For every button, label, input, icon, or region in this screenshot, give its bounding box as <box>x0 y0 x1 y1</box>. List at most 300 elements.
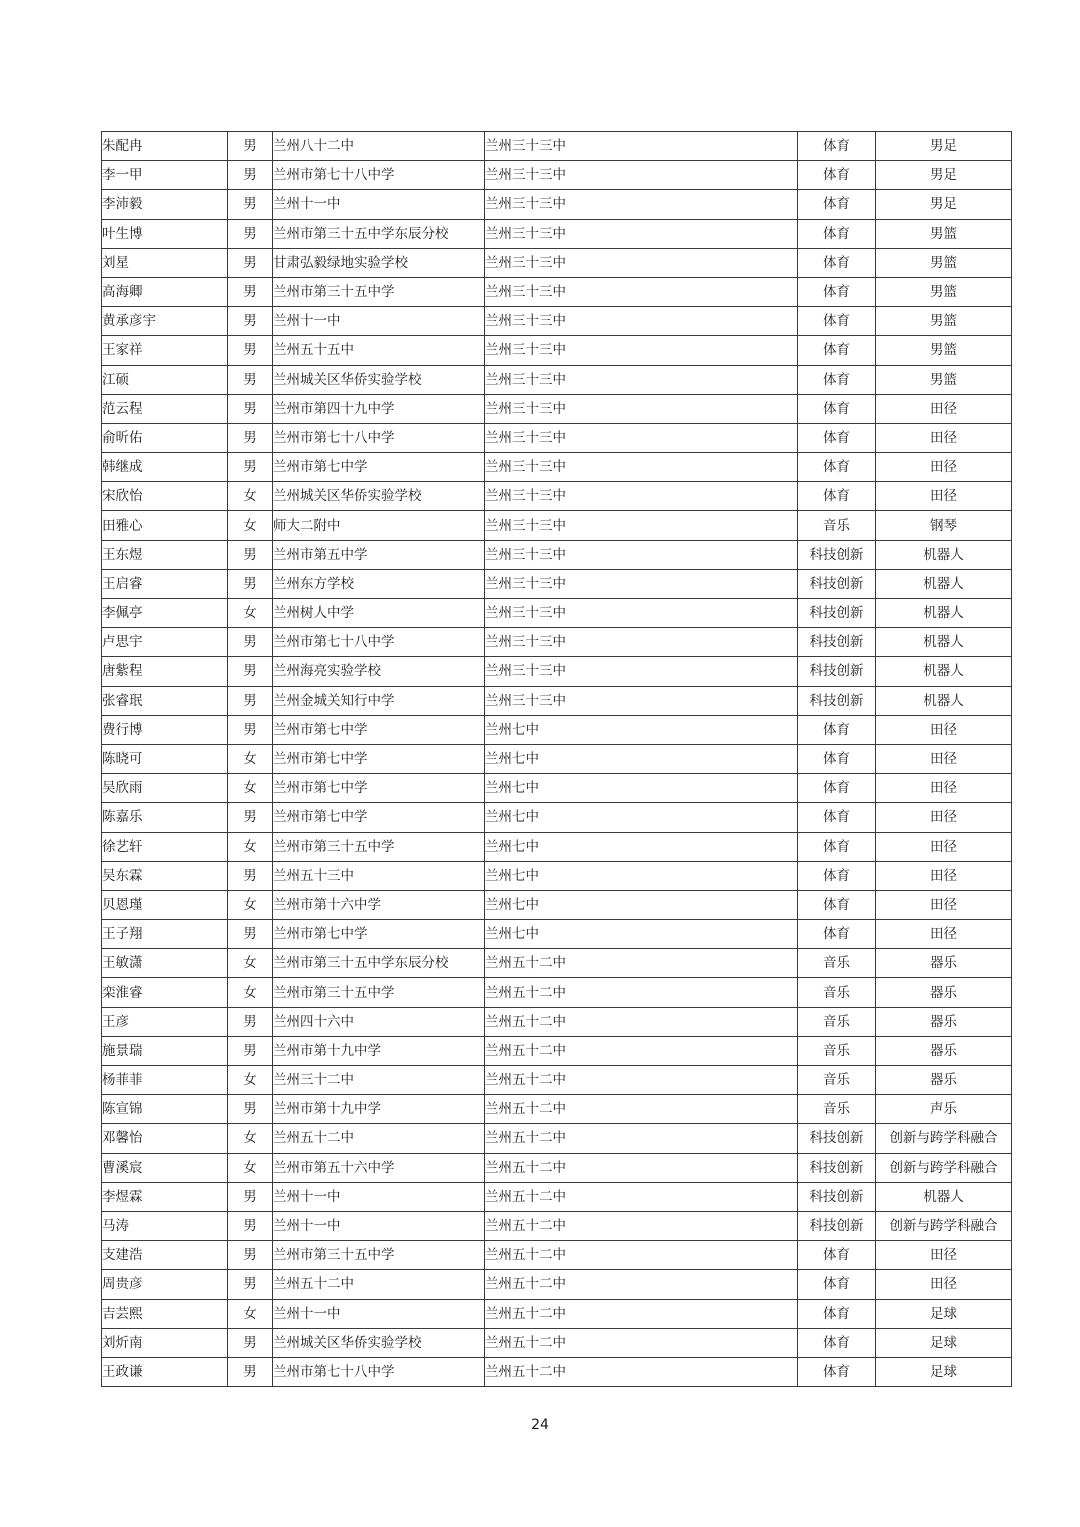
category-cell: 科技创新 <box>798 628 876 657</box>
target-school-cell: 兰州三十三中 <box>485 248 798 277</box>
table-row <box>102 1036 1012 1065</box>
table-row <box>102 686 1012 715</box>
origin-school-cell: 兰州市第十九中学 <box>273 1036 485 1065</box>
origin-school-cell: 兰州四十六中 <box>273 1007 485 1036</box>
category-cell: 体育 <box>798 861 876 890</box>
gender-cell: 女 <box>228 511 273 540</box>
table-row <box>102 161 1012 190</box>
specialty-cell: 机器人 <box>876 540 1012 569</box>
student-name-cell: 高海卿 <box>102 277 228 306</box>
origin-school-cell: 兰州十一中 <box>273 1299 485 1328</box>
target-school-cell: 兰州三十三中 <box>485 336 798 365</box>
specialty-cell: 田径 <box>876 890 1012 919</box>
specialty-cell: 足球 <box>876 1357 1012 1386</box>
gender-cell: 男 <box>228 920 273 949</box>
category-cell: 音乐 <box>798 511 876 540</box>
gender-cell: 男 <box>228 423 273 452</box>
origin-school-cell: 兰州市第七中学 <box>273 920 485 949</box>
table-row <box>102 511 1012 540</box>
specialty-cell: 田径 <box>876 744 1012 773</box>
gender-cell: 男 <box>228 569 273 598</box>
target-school-cell: 兰州三十三中 <box>485 423 798 452</box>
student-name-cell: 杨菲菲 <box>102 1066 228 1095</box>
student-name-cell: 朱配冉 <box>102 132 228 161</box>
table-row <box>102 1153 1012 1182</box>
target-school-cell: 兰州七中 <box>485 803 798 832</box>
category-cell: 体育 <box>798 277 876 306</box>
table-row <box>102 1241 1012 1270</box>
gender-cell: 男 <box>228 715 273 744</box>
origin-school-cell: 兰州市第七中学 <box>273 453 485 482</box>
gender-cell: 男 <box>228 219 273 248</box>
origin-school-cell: 兰州市第三十五中学东辰分校 <box>273 219 485 248</box>
origin-school-cell: 兰州八十二中 <box>273 132 485 161</box>
specialty-cell: 男足 <box>876 190 1012 219</box>
gender-cell: 女 <box>228 1153 273 1182</box>
specialty-cell: 机器人 <box>876 569 1012 598</box>
specialty-cell: 足球 <box>876 1299 1012 1328</box>
specialty-cell: 创新与跨学科融合 <box>876 1153 1012 1182</box>
specialty-cell: 器乐 <box>876 1066 1012 1095</box>
category-cell: 体育 <box>798 832 876 861</box>
target-school-cell: 兰州三十三中 <box>485 132 798 161</box>
origin-school-cell: 兰州五十二中 <box>273 1124 485 1153</box>
origin-school-cell: 兰州市第七十八中学 <box>273 423 485 452</box>
gender-cell: 女 <box>228 890 273 919</box>
specialty-cell: 男篮 <box>876 336 1012 365</box>
gender-cell: 男 <box>228 1007 273 1036</box>
table-row <box>102 628 1012 657</box>
student-name-cell: 李煜霖 <box>102 1182 228 1211</box>
table-row <box>102 1066 1012 1095</box>
gender-cell: 女 <box>228 774 273 803</box>
target-school-cell: 兰州七中 <box>485 890 798 919</box>
target-school-cell: 兰州三十三中 <box>485 686 798 715</box>
origin-school-cell: 兰州市第七中学 <box>273 803 485 832</box>
category-cell: 体育 <box>798 803 876 832</box>
table-row <box>102 190 1012 219</box>
table-row <box>102 949 1012 978</box>
gender-cell: 男 <box>228 307 273 336</box>
target-school-cell: 兰州三十三中 <box>485 453 798 482</box>
gender-cell: 男 <box>228 365 273 394</box>
student-name-cell: 徐艺轩 <box>102 832 228 861</box>
origin-school-cell: 兰州市第三十五中学 <box>273 978 485 1007</box>
gender-cell: 男 <box>228 1036 273 1065</box>
student-name-cell: 周贵彦 <box>102 1270 228 1299</box>
gender-cell: 男 <box>228 686 273 715</box>
origin-school-cell: 兰州市第十六中学 <box>273 890 485 919</box>
gender-cell: 男 <box>228 1211 273 1240</box>
table-row <box>102 482 1012 511</box>
student-name-cell: 宋欣怡 <box>102 482 228 511</box>
target-school-cell: 兰州五十二中 <box>485 978 798 1007</box>
table-row <box>102 1299 1012 1328</box>
table-row <box>102 219 1012 248</box>
origin-school-cell: 兰州市第七中学 <box>273 774 485 803</box>
table-row <box>102 715 1012 744</box>
gender-cell: 男 <box>228 453 273 482</box>
student-name-cell: 吴东霖 <box>102 861 228 890</box>
student-name-cell: 王子翔 <box>102 920 228 949</box>
table-row <box>102 365 1012 394</box>
student-name-cell: 俞昕佑 <box>102 423 228 452</box>
student-name-cell: 李沛毅 <box>102 190 228 219</box>
origin-school-cell: 兰州十一中 <box>273 1211 485 1240</box>
table-row <box>102 774 1012 803</box>
gender-cell: 男 <box>228 1095 273 1124</box>
origin-school-cell: 兰州市第七中学 <box>273 715 485 744</box>
gender-cell: 男 <box>228 803 273 832</box>
specialty-cell: 田径 <box>876 803 1012 832</box>
category-cell: 体育 <box>798 248 876 277</box>
gender-cell: 男 <box>228 1241 273 1270</box>
gender-cell: 女 <box>228 1299 273 1328</box>
origin-school-cell: 兰州十一中 <box>273 307 485 336</box>
specialty-cell: 男足 <box>876 161 1012 190</box>
student-name-cell: 马涛 <box>102 1211 228 1240</box>
target-school-cell: 兰州五十二中 <box>485 1095 798 1124</box>
origin-school-cell: 兰州市第七十八中学 <box>273 628 485 657</box>
gender-cell: 女 <box>228 949 273 978</box>
category-cell: 体育 <box>798 715 876 744</box>
table-row <box>102 453 1012 482</box>
table-row <box>102 744 1012 773</box>
origin-school-cell: 兰州城关区华侨实验学校 <box>273 365 485 394</box>
category-cell: 音乐 <box>798 978 876 1007</box>
student-name-cell: 陈晓可 <box>102 744 228 773</box>
specialty-cell: 男篮 <box>876 277 1012 306</box>
student-name-cell: 曹溪宸 <box>102 1153 228 1182</box>
origin-school-cell: 兰州三十二中 <box>273 1066 485 1095</box>
origin-school-cell: 师大二附中 <box>273 511 485 540</box>
category-cell: 体育 <box>798 890 876 919</box>
category-cell: 体育 <box>798 336 876 365</box>
origin-school-cell: 兰州东方学校 <box>273 569 485 598</box>
category-cell: 科技创新 <box>798 540 876 569</box>
student-name-cell: 贝恩瑾 <box>102 890 228 919</box>
origin-school-cell: 兰州市第三十五中学 <box>273 277 485 306</box>
origin-school-cell: 兰州树人中学 <box>273 599 485 628</box>
student-name-cell: 田雅心 <box>102 511 228 540</box>
specialty-cell: 田径 <box>876 1241 1012 1270</box>
table-row <box>102 1095 1012 1124</box>
target-school-cell: 兰州五十二中 <box>485 1357 798 1386</box>
target-school-cell: 兰州五十二中 <box>485 1241 798 1270</box>
student-name-cell: 王家祥 <box>102 336 228 365</box>
gender-cell: 男 <box>228 132 273 161</box>
specialty-cell: 男足 <box>876 132 1012 161</box>
category-cell: 科技创新 <box>798 569 876 598</box>
specialty-cell: 器乐 <box>876 1036 1012 1065</box>
origin-school-cell: 兰州海亮实验学校 <box>273 657 485 686</box>
origin-school-cell: 兰州十一中 <box>273 1182 485 1211</box>
table-row <box>102 1357 1012 1386</box>
gender-cell: 男 <box>228 540 273 569</box>
target-school-cell: 兰州七中 <box>485 774 798 803</box>
origin-school-cell: 兰州十一中 <box>273 190 485 219</box>
origin-school-cell: 兰州市第四十九中学 <box>273 394 485 423</box>
target-school-cell: 兰州五十二中 <box>485 1182 798 1211</box>
specialty-cell: 田径 <box>876 423 1012 452</box>
specialty-cell: 男篮 <box>876 219 1012 248</box>
gender-cell: 女 <box>228 832 273 861</box>
gender-cell: 女 <box>228 1124 273 1153</box>
student-name-cell: 黄承彦宇 <box>102 307 228 336</box>
student-name-cell: 邓馨怡 <box>102 1124 228 1153</box>
category-cell: 体育 <box>798 190 876 219</box>
category-cell: 体育 <box>798 1270 876 1299</box>
category-cell: 体育 <box>798 219 876 248</box>
student-name-cell: 张睿珉 <box>102 686 228 715</box>
category-cell: 科技创新 <box>798 686 876 715</box>
table-row <box>102 920 1012 949</box>
page-number: 24 <box>531 1417 549 1433</box>
table-row <box>102 832 1012 861</box>
target-school-cell: 兰州七中 <box>485 832 798 861</box>
specialty-cell: 器乐 <box>876 978 1012 1007</box>
student-name-cell: 栾淮睿 <box>102 978 228 1007</box>
target-school-cell: 兰州五十二中 <box>485 949 798 978</box>
category-cell: 科技创新 <box>798 1124 876 1153</box>
specialty-cell: 田径 <box>876 1270 1012 1299</box>
gender-cell: 男 <box>228 336 273 365</box>
specialty-cell: 机器人 <box>876 657 1012 686</box>
category-cell: 音乐 <box>798 1036 876 1065</box>
gender-cell: 男 <box>228 190 273 219</box>
table-row <box>102 978 1012 1007</box>
table-row <box>102 1007 1012 1036</box>
category-cell: 体育 <box>798 774 876 803</box>
gender-cell: 女 <box>228 1066 273 1095</box>
category-cell: 体育 <box>798 307 876 336</box>
origin-school-cell: 兰州五十三中 <box>273 861 485 890</box>
student-name-cell: 李一甲 <box>102 161 228 190</box>
target-school-cell: 兰州三十三中 <box>485 511 798 540</box>
table-row <box>102 1211 1012 1240</box>
student-name-cell: 吴欣雨 <box>102 774 228 803</box>
student-name-cell: 吉芸熙 <box>102 1299 228 1328</box>
category-cell: 体育 <box>798 1328 876 1357</box>
gender-cell: 男 <box>228 277 273 306</box>
target-school-cell: 兰州三十三中 <box>485 540 798 569</box>
origin-school-cell: 兰州五十二中 <box>273 1270 485 1299</box>
specialty-cell: 男篮 <box>876 307 1012 336</box>
specialty-cell: 机器人 <box>876 686 1012 715</box>
category-cell: 体育 <box>798 744 876 773</box>
specialty-cell: 男篮 <box>876 248 1012 277</box>
specialty-cell: 田径 <box>876 832 1012 861</box>
table-row <box>102 1182 1012 1211</box>
target-school-cell: 兰州七中 <box>485 861 798 890</box>
specialty-cell: 钢琴 <box>876 511 1012 540</box>
target-school-cell: 兰州五十二中 <box>485 1328 798 1357</box>
target-school-cell: 兰州三十三中 <box>485 394 798 423</box>
student-name-cell: 支建浩 <box>102 1241 228 1270</box>
table-row <box>102 1328 1012 1357</box>
table-row <box>102 1270 1012 1299</box>
category-cell: 科技创新 <box>798 657 876 686</box>
student-name-cell: 王政谦 <box>102 1357 228 1386</box>
student-name-cell: 刘星 <box>102 248 228 277</box>
origin-school-cell: 兰州五十五中 <box>273 336 485 365</box>
target-school-cell: 兰州三十三中 <box>485 569 798 598</box>
category-cell: 科技创新 <box>798 1211 876 1240</box>
category-cell: 体育 <box>798 482 876 511</box>
origin-school-cell: 兰州城关区华侨实验学校 <box>273 1328 485 1357</box>
origin-school-cell: 兰州市第三十五中学东辰分校 <box>273 949 485 978</box>
specialty-cell: 男篮 <box>876 365 1012 394</box>
gender-cell: 男 <box>228 861 273 890</box>
table-row <box>102 890 1012 919</box>
table-row <box>102 861 1012 890</box>
table-row <box>102 423 1012 452</box>
student-name-cell: 费行博 <box>102 715 228 744</box>
table-row <box>102 569 1012 598</box>
target-school-cell: 兰州三十三中 <box>485 482 798 511</box>
origin-school-cell: 兰州市第七十八中学 <box>273 161 485 190</box>
category-cell: 体育 <box>798 1299 876 1328</box>
specialty-cell: 声乐 <box>876 1095 1012 1124</box>
specialty-cell: 机器人 <box>876 628 1012 657</box>
table-row <box>102 599 1012 628</box>
specialty-cell: 机器人 <box>876 1182 1012 1211</box>
gender-cell: 女 <box>228 978 273 1007</box>
gender-cell: 男 <box>228 1328 273 1357</box>
student-name-cell: 范云程 <box>102 394 228 423</box>
specialty-cell: 足球 <box>876 1328 1012 1357</box>
category-cell: 体育 <box>798 423 876 452</box>
gender-cell: 男 <box>228 628 273 657</box>
student-name-cell: 王启睿 <box>102 569 228 598</box>
roster-body <box>102 132 1012 1387</box>
specialty-cell: 田径 <box>876 394 1012 423</box>
gender-cell: 女 <box>228 599 273 628</box>
specialty-cell: 田径 <box>876 482 1012 511</box>
table-row <box>102 307 1012 336</box>
origin-school-cell: 兰州金城关知行中学 <box>273 686 485 715</box>
origin-school-cell: 兰州市第五中学 <box>273 540 485 569</box>
student-name-cell: 陈宣锦 <box>102 1095 228 1124</box>
target-school-cell: 兰州三十三中 <box>485 277 798 306</box>
student-name-cell: 韩继成 <box>102 453 228 482</box>
specialty-cell: 田径 <box>876 861 1012 890</box>
target-school-cell: 兰州三十三中 <box>485 219 798 248</box>
student-name-cell: 王彦 <box>102 1007 228 1036</box>
table-row <box>102 1124 1012 1153</box>
target-school-cell: 兰州七中 <box>485 744 798 773</box>
origin-school-cell: 兰州市第五十六中学 <box>273 1153 485 1182</box>
category-cell: 体育 <box>798 453 876 482</box>
origin-school-cell: 兰州市第十九中学 <box>273 1095 485 1124</box>
category-cell: 体育 <box>798 394 876 423</box>
student-name-cell: 卢思宇 <box>102 628 228 657</box>
table-row <box>102 657 1012 686</box>
target-school-cell: 兰州五十二中 <box>485 1036 798 1065</box>
target-school-cell: 兰州五十二中 <box>485 1299 798 1328</box>
origin-school-cell: 兰州市第七中学 <box>273 744 485 773</box>
target-school-cell: 兰州七中 <box>485 715 798 744</box>
specialty-cell: 机器人 <box>876 599 1012 628</box>
gender-cell: 男 <box>228 657 273 686</box>
student-roster-table <box>101 131 1012 1387</box>
specialty-cell: 创新与跨学科融合 <box>876 1211 1012 1240</box>
table-row <box>102 394 1012 423</box>
category-cell: 科技创新 <box>798 1182 876 1211</box>
gender-cell: 男 <box>228 1182 273 1211</box>
target-school-cell: 兰州五十二中 <box>485 1124 798 1153</box>
table-row <box>102 277 1012 306</box>
table-row <box>102 336 1012 365</box>
student-name-cell: 李佩亭 <box>102 599 228 628</box>
target-school-cell: 兰州三十三中 <box>485 365 798 394</box>
category-cell: 音乐 <box>798 1066 876 1095</box>
origin-school-cell: 兰州市第三十五中学 <box>273 832 485 861</box>
table-row <box>102 132 1012 161</box>
gender-cell: 男 <box>228 161 273 190</box>
origin-school-cell: 兰州市第三十五中学 <box>273 1241 485 1270</box>
category-cell: 体育 <box>798 161 876 190</box>
target-school-cell: 兰州七中 <box>485 920 798 949</box>
student-name-cell: 江硕 <box>102 365 228 394</box>
target-school-cell: 兰州五十二中 <box>485 1066 798 1095</box>
specialty-cell: 田径 <box>876 920 1012 949</box>
target-school-cell: 兰州三十三中 <box>485 599 798 628</box>
category-cell: 体育 <box>798 1357 876 1386</box>
student-name-cell: 唐紫程 <box>102 657 228 686</box>
gender-cell: 男 <box>228 1270 273 1299</box>
category-cell: 体育 <box>798 920 876 949</box>
target-school-cell: 兰州五十二中 <box>485 1270 798 1299</box>
student-name-cell: 王敏潇 <box>102 949 228 978</box>
table-row <box>102 248 1012 277</box>
gender-cell: 女 <box>228 744 273 773</box>
gender-cell: 男 <box>228 394 273 423</box>
target-school-cell: 兰州五十二中 <box>485 1211 798 1240</box>
specialty-cell: 田径 <box>876 774 1012 803</box>
specialty-cell: 田径 <box>876 453 1012 482</box>
category-cell: 音乐 <box>798 1095 876 1124</box>
target-school-cell: 兰州三十三中 <box>485 161 798 190</box>
specialty-cell: 器乐 <box>876 949 1012 978</box>
category-cell: 体育 <box>798 132 876 161</box>
table-row <box>102 540 1012 569</box>
specialty-cell: 创新与跨学科融合 <box>876 1124 1012 1153</box>
origin-school-cell: 兰州城关区华侨实验学校 <box>273 482 485 511</box>
target-school-cell: 兰州三十三中 <box>485 307 798 336</box>
target-school-cell: 兰州三十三中 <box>485 190 798 219</box>
category-cell: 音乐 <box>798 1007 876 1036</box>
category-cell: 科技创新 <box>798 599 876 628</box>
specialty-cell: 田径 <box>876 715 1012 744</box>
origin-school-cell: 兰州市第七十八中学 <box>273 1357 485 1386</box>
student-name-cell: 叶生博 <box>102 219 228 248</box>
gender-cell: 男 <box>228 248 273 277</box>
target-school-cell: 兰州三十三中 <box>485 628 798 657</box>
target-school-cell: 兰州五十二中 <box>485 1153 798 1182</box>
category-cell: 音乐 <box>798 949 876 978</box>
table-row <box>102 803 1012 832</box>
student-name-cell: 施景瑞 <box>102 1036 228 1065</box>
target-school-cell: 兰州三十三中 <box>485 657 798 686</box>
origin-school-cell: 甘肃弘毅绿地实验学校 <box>273 248 485 277</box>
category-cell: 体育 <box>798 365 876 394</box>
gender-cell: 女 <box>228 482 273 511</box>
target-school-cell: 兰州五十二中 <box>485 1007 798 1036</box>
student-name-cell: 陈嘉乐 <box>102 803 228 832</box>
student-name-cell: 刘炘南 <box>102 1328 228 1357</box>
gender-cell: 男 <box>228 1357 273 1386</box>
